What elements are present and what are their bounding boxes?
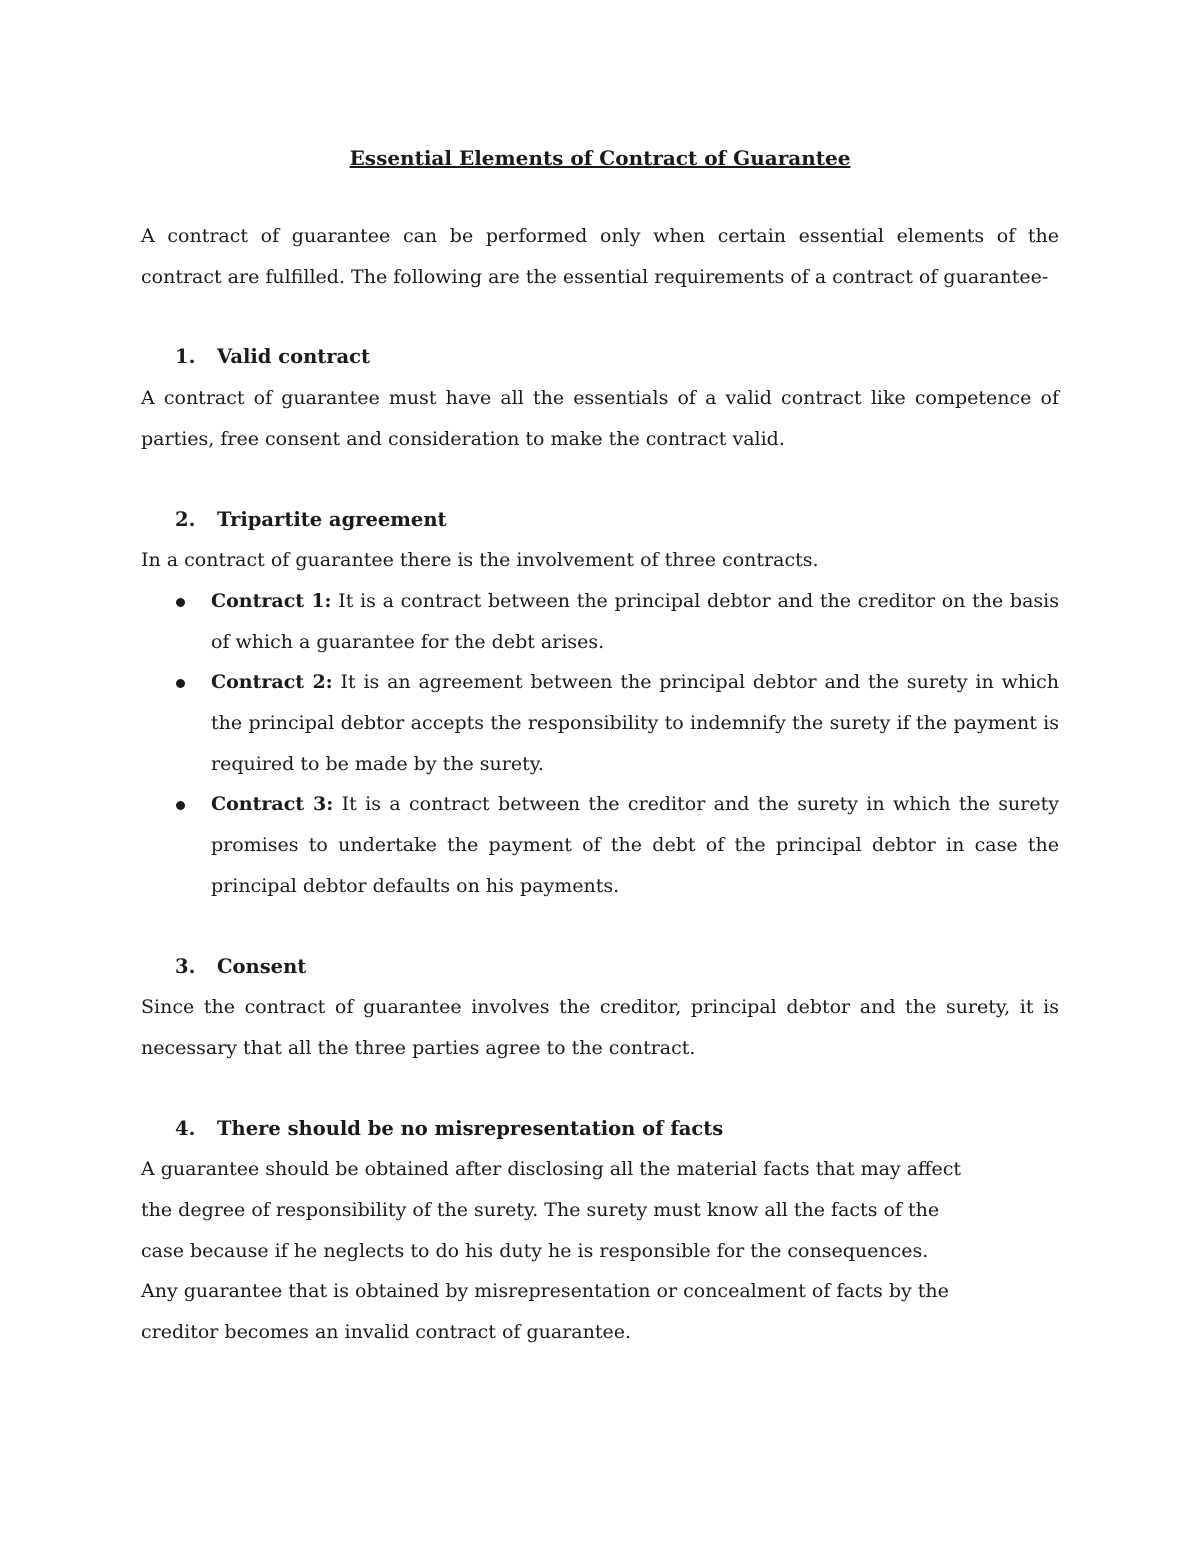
list-item-contract-3	[141, 784, 1059, 906]
text-line: A guarantee should be obtained after disclosing all the material facts that may affect	[141, 1158, 962, 1181]
bullet-text: It is a contract between the creditor and the surety in which the surety promises to undertake the payment of the debt of the principal debtor in case the principal debtor defaults on his payments.	[211, 793, 1059, 897]
section-title: Consent	[217, 954, 307, 978]
section-title: Valid contract	[217, 345, 371, 369]
section-title: Tripartite agreement	[217, 507, 447, 531]
section-body-no-misrepresentation	[141, 1149, 1059, 1353]
bullet-term: Contract 3:	[211, 793, 334, 816]
bullet-icon	[176, 598, 185, 607]
section-body-tripartite-agreement: In a contract of guarantee there is the involvement of three contracts.	[141, 549, 819, 572]
section-number: 2.	[175, 507, 196, 531]
bullet-icon	[176, 801, 185, 810]
list-item-contract-2	[141, 662, 1059, 784]
section-number: 1.	[175, 345, 196, 369]
section-body-valid-contract: A contract of guarantee must have all the essentials of a valid contract like competence of parties, free consent and consideration to make the contract valid.	[141, 387, 1059, 450]
list-item-contract-1	[141, 581, 1059, 662]
section-heading-consent	[141, 947, 1059, 988]
document-title: Essential Elements of Contract of Guarantee	[349, 146, 851, 170]
contracts-bullet-list	[141, 581, 1059, 907]
text-line: creditor becomes an invalid contract of guarantee.	[141, 1321, 632, 1344]
section-title: There should be no misrepresentation of facts	[217, 1116, 724, 1140]
text-line: case because if he neglects to do his duty he is responsible for the consequences.	[141, 1239, 929, 1262]
bullet-icon	[176, 679, 185, 688]
bullet-term: Contract 1:	[211, 589, 332, 612]
text-line: Any guarantee that is obtained by misrepresentation or concealment of facts by the	[141, 1280, 949, 1303]
section-heading-no-misrepresentation	[141, 1109, 1059, 1150]
text-line: the degree of responsibility of the surety. The surety must know all the facts of the	[141, 1199, 940, 1222]
bullet-text: It is an agreement between the principal debtor and the surety in which the principal debtor accepts the responsibility to indemnify the surety if the payment is required to be made by the surety.	[211, 671, 1059, 775]
section-heading-tripartite-agreement	[141, 500, 1059, 541]
section-number: 4.	[175, 1116, 196, 1140]
bullet-term: Contract 2:	[211, 671, 333, 694]
section-body-consent: Since the contract of guarantee involves the creditor, principal debtor and the surety, it is necessary that all the three parties agree to the contract.	[141, 996, 1059, 1059]
section-heading-valid-contract	[141, 337, 1059, 378]
bullet-text: It is a contract between the principal debtor and the creditor on the basis of which a guarantee for the debt arises.	[211, 589, 1059, 653]
intro-paragraph: A contract of guarantee can be performed only when certain essential elements of the contract are fulfilled. The following are the essential requirements of a contract of guarantee-	[141, 225, 1059, 288]
document-page	[141, 140, 1059, 1353]
section-number: 3.	[175, 954, 196, 978]
